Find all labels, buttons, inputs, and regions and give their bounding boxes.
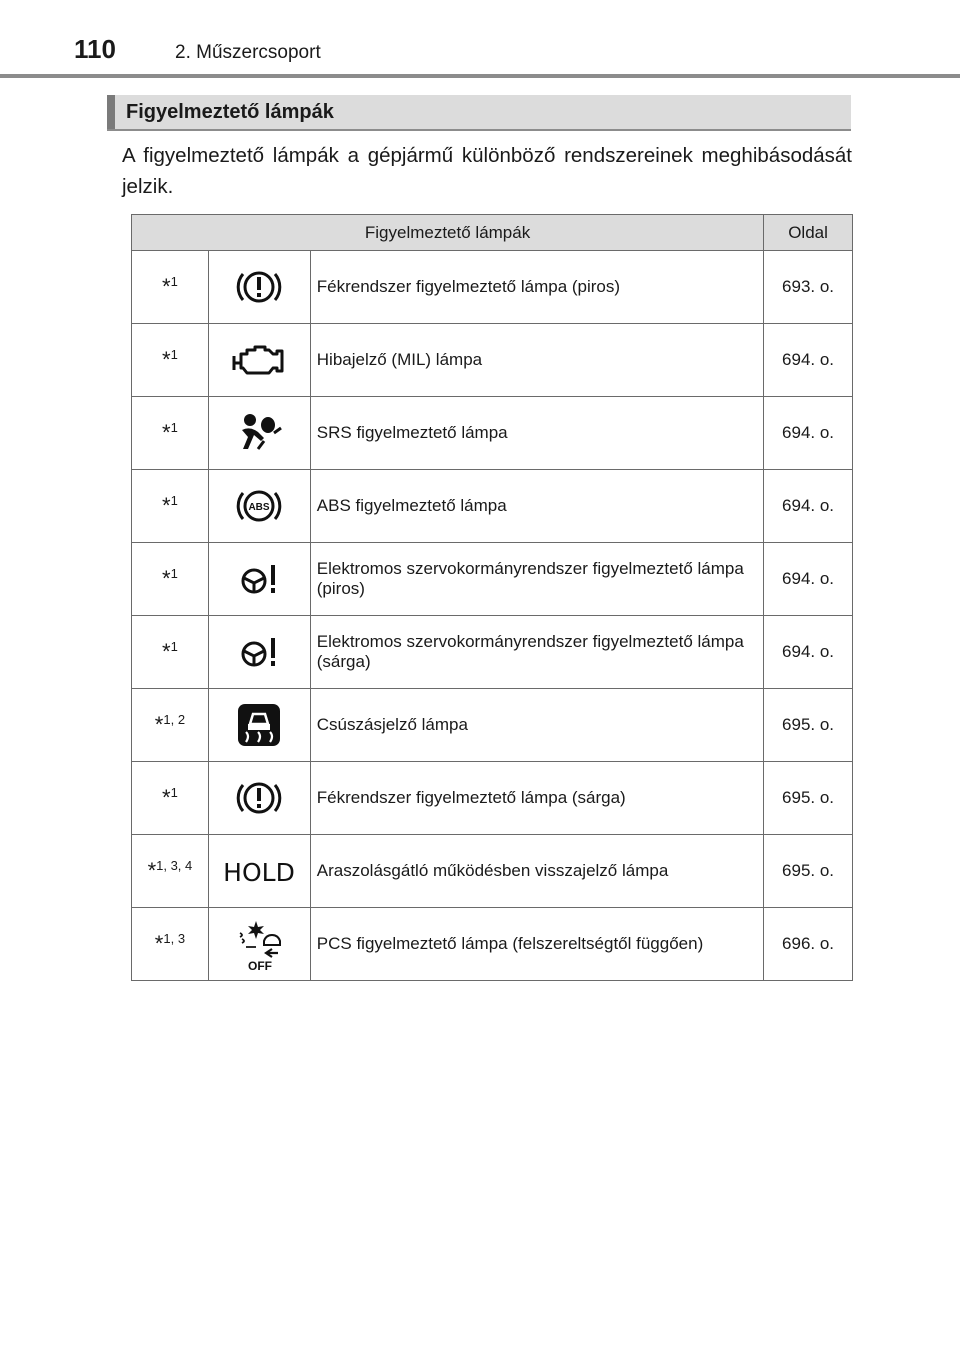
lamp-name: Fékrendszer figyelmeztető lámpa (sárga) — [310, 762, 763, 835]
brake-warning-icon — [208, 762, 310, 835]
pcs-off-icon — [208, 908, 310, 981]
warning-lamps-table — [131, 214, 853, 981]
table-row — [132, 543, 853, 616]
lamp-name: ABS figyelmeztető lámpa — [310, 470, 763, 543]
page-ref: 694. o. — [764, 324, 853, 397]
page-ref: 694. o. — [764, 470, 853, 543]
table-row — [132, 251, 853, 324]
page-ref: 694. o. — [764, 616, 853, 689]
table-row — [132, 397, 853, 470]
header-divider — [0, 74, 960, 78]
page-ref: 696. o. — [764, 908, 853, 981]
footnote-ref: *$^1$ — [132, 616, 209, 689]
footnote-ref: *$^1$ — [132, 251, 209, 324]
page-ref: 695. o. — [764, 762, 853, 835]
table-row — [132, 324, 853, 397]
lamp-name: Araszolásgátló működésben visszajelző lámpa — [310, 835, 763, 908]
intro-paragraph: A figyelmeztető lámpák a gépjármű különböző rendszereinek meghibásodását jelzik. — [122, 144, 852, 198]
footnote-ref: *$^1$ — [132, 324, 209, 397]
abs-icon — [208, 470, 310, 543]
footnote-ref: *$^{1, 3, 4}$ — [132, 835, 209, 908]
page-ref: 693. o. — [764, 251, 853, 324]
svg-text:HOLD: HOLD — [223, 858, 296, 887]
page-number: 110 — [74, 34, 116, 64]
table-row — [132, 616, 853, 689]
footnote-ref: *$^1$ — [132, 762, 209, 835]
power-steering-icon — [208, 616, 310, 689]
chapter-title: 2. Műszercsoport — [175, 42, 321, 63]
section-title: Figyelmeztető lámpák — [126, 101, 334, 123]
page-ref: 695. o. — [764, 835, 853, 908]
section-heading-bar — [107, 95, 115, 129]
hold-icon — [208, 835, 310, 908]
engine-check-icon — [208, 324, 310, 397]
page-ref: 694. o. — [764, 397, 853, 470]
lamp-name: Fékrendszer figyelmeztető lámpa (piros) — [310, 251, 763, 324]
slip-indicator-icon — [208, 689, 310, 762]
column-header-lamps: Figyelmeztető lámpák — [132, 215, 764, 251]
page-header — [0, 0, 960, 80]
table-row — [132, 689, 853, 762]
power-steering-icon — [208, 543, 310, 616]
footnote-ref: *$^1$ — [132, 397, 209, 470]
lamp-name: Hibajelző (MIL) lámpa — [310, 324, 763, 397]
page-ref: 695. o. — [764, 689, 853, 762]
footnote-ref: *$^{1, 3}$ — [132, 908, 209, 981]
lamp-name: Elektromos szervokormányrendszer figyelmeztető lámpa (piros) — [310, 543, 763, 616]
footnote-ref: *$^{1, 2}$ — [132, 689, 209, 762]
table-row — [132, 762, 853, 835]
table-row — [132, 835, 853, 908]
lamp-name: Elektromos szervokormányrendszer figyelmeztető lámpa (sárga) — [310, 616, 763, 689]
table-row — [132, 908, 853, 981]
table-header-row — [132, 215, 853, 251]
table-row — [132, 470, 853, 543]
brake-warning-icon — [208, 251, 310, 324]
srs-airbag-icon — [208, 397, 310, 470]
footnote-ref: *$^1$ — [132, 470, 209, 543]
column-header-page: Oldal — [764, 215, 853, 251]
lamp-name: PCS figyelmeztető lámpa (felszereltségtől függően) — [310, 908, 763, 981]
section-heading — [107, 95, 851, 131]
svg-text:ABS: ABS — [248, 502, 270, 513]
lamp-name: SRS figyelmeztető lámpa — [310, 397, 763, 470]
page-ref: 694. o. — [764, 543, 853, 616]
svg-text:OFF: OFF — [248, 959, 273, 971]
footnote-ref: *$^1$ — [132, 543, 209, 616]
lamp-name: Csúszásjelző lámpa — [310, 689, 763, 762]
